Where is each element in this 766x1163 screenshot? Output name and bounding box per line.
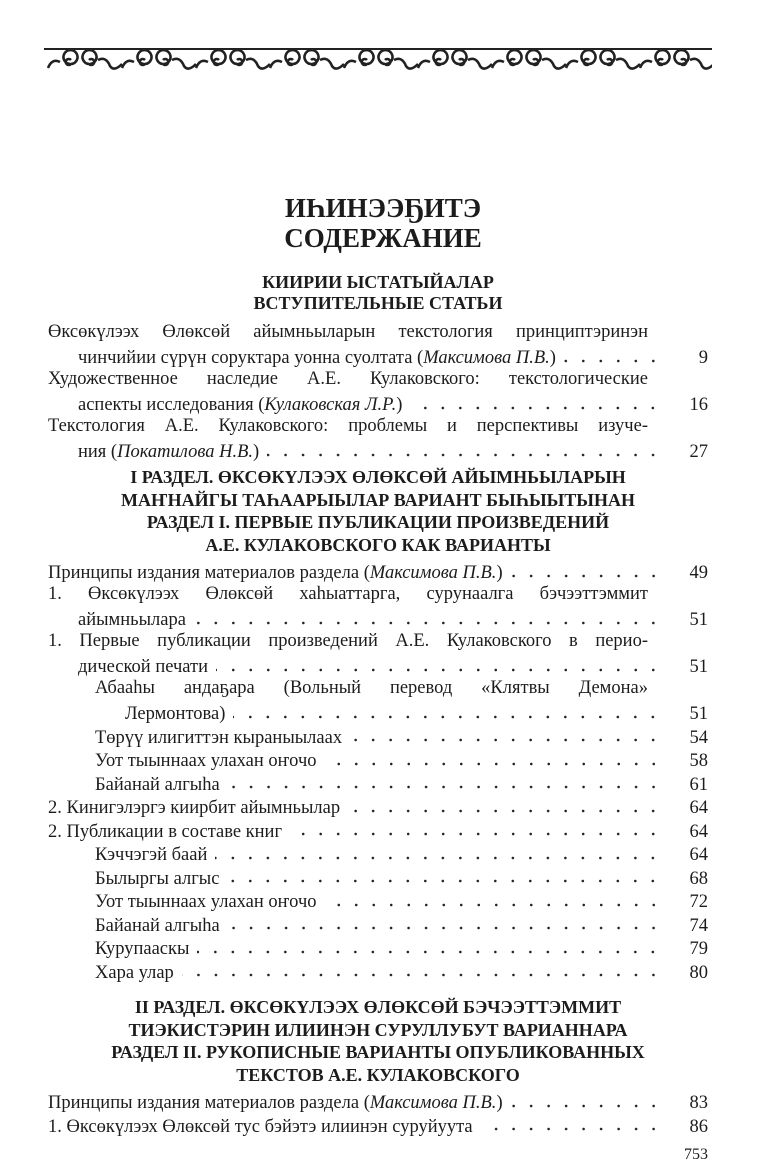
toc-entry[interactable] [48, 321, 708, 368]
section-heading-line: А.Е. КУЛАКОВСКОГО КАК ВАРИАНТЫ [205, 535, 551, 556]
toc-entry-author: Максимова П.В. [369, 563, 497, 584]
toc-entry-text [78, 441, 259, 465]
section-heading [48, 466, 708, 557]
dot-leader [481, 1113, 662, 1132]
toc-entry-title: Лермонтова) [125, 704, 226, 725]
toc-entry-last-line [48, 818, 708, 842]
toc-entry-text: 1. Өксөкүлээх Өлөксөй хаһыаттарга, сурунаалга бэчээттэммит [48, 584, 648, 605]
toc-entry-title: айымньылара [78, 610, 186, 631]
toc-entry-last-line [48, 392, 708, 416]
toc-page-number: 74 [689, 915, 708, 936]
toc-entry[interactable] [48, 415, 708, 462]
ornament-scroll [344, 50, 418, 69]
toc-entry-text [95, 868, 219, 892]
toc-entry[interactable] [48, 865, 708, 889]
toc-page-number: 9 [698, 348, 708, 368]
toc-entry-title: Курупааскы [95, 939, 190, 960]
toc-entry-last-line [48, 1113, 708, 1137]
toc-entry-last-line [48, 865, 708, 889]
toc-entry[interactable] [48, 795, 708, 819]
toc-page-number: 54 [689, 727, 708, 748]
dot-leader [290, 818, 662, 837]
toc-entry-title: Былыргы алгыс [95, 868, 220, 889]
toc-entry-text [95, 915, 220, 939]
toc-entry-text [95, 938, 189, 962]
dot-leader [228, 912, 662, 931]
toc-entry[interactable] [48, 912, 708, 936]
toc-entry-text [125, 703, 225, 727]
toc-entry-text [48, 1116, 473, 1140]
toc-entry-last-line [48, 912, 708, 936]
section-part-1 [48, 466, 708, 983]
section-heading [48, 272, 708, 314]
section-heading-line: МАҤНАЙГЫ ТАҺААРЫЫЛАР ВАРИАНТ БЫҺЫЫТЫНАН [121, 489, 635, 510]
toc-page-number: 27 [689, 442, 708, 462]
section-heading-line: ТЕКСТОВ А.Е. КУЛАКОВСКОГО [236, 1065, 520, 1086]
toc-page-number: 86 [689, 1116, 708, 1137]
ornament-scroll [640, 50, 712, 69]
toc-entry[interactable] [48, 368, 708, 415]
toc-entry-last-line [48, 724, 708, 748]
toc-entry-title: Уот тыыннаах улахан оҥочо [95, 751, 317, 772]
toc-page-number: 68 [689, 868, 708, 889]
dot-leader [197, 936, 662, 955]
toc-entry-last-line [48, 748, 708, 772]
toc-entry-text: Абааһы андаҕара (Вольный перевод «Клятвы Демона» [95, 678, 648, 699]
dot-leader [228, 771, 662, 790]
toc-entry-text [78, 609, 186, 633]
toc-page-number: 51 [689, 610, 708, 631]
toc-entry-last-line [48, 1090, 708, 1114]
ornament-scroll [418, 50, 492, 69]
toc-entry-last-line [48, 607, 708, 631]
dot-leader [227, 865, 662, 884]
dot-leader [564, 345, 662, 364]
toc-page-number: 51 [689, 704, 708, 725]
toc-entry-last-line [48, 345, 708, 369]
toc-entry[interactable] [48, 677, 708, 724]
toc-page-number: 72 [689, 892, 708, 913]
dot-leader [194, 607, 662, 626]
toc-page-number: 58 [689, 751, 708, 772]
page-title-yakut: ИҺИНЭЭҔИТЭ [284, 193, 482, 223]
toc-entry-line [48, 583, 648, 607]
ornament-scroll [48, 50, 122, 69]
toc-entry-text [95, 750, 317, 774]
toc-entry-text: Өксөкүлээх Өлөксөй айымньыларын текстология принциптэринэн [48, 322, 648, 342]
toc-entry-text: Художественное наследие А.Е. Кулаковского: текстологические [48, 369, 648, 389]
toc-entry[interactable] [48, 1113, 708, 1137]
toc-entry-author: Максимова П.В. [423, 348, 550, 368]
toc-page-number: 51 [689, 657, 708, 678]
toc-entry-title: Кэччэгэй баай [95, 845, 208, 866]
toc-entry-title: Байанай алгыһа [95, 915, 220, 936]
toc-entry-text [78, 656, 208, 680]
toc-entry[interactable] [48, 889, 708, 913]
section-heading-line: ТИЭКИСТЭРИН ИЛИИНЭН СУРУЛЛУБУТ ВАРИАННАРА [128, 1019, 628, 1040]
toc-entry[interactable] [48, 583, 708, 630]
toc-entry-title: Принципы издания материалов раздела ( [48, 1093, 370, 1114]
section-heading [48, 996, 708, 1087]
section-heading-line: II РАЗДЕЛ. ӨКСӨКҮЛЭЭХ ӨЛӨКСӨЙ БЭЧЭЭТТЭММИТ [134, 997, 622, 1017]
toc-entry-text [48, 797, 340, 821]
toc-entry-text [48, 821, 282, 845]
section-introductory-articles [48, 272, 708, 462]
ornament-scroll [492, 50, 566, 69]
toc-entry-close: ) [549, 348, 556, 368]
toc-entry-text [78, 394, 402, 418]
toc-entry-close: ) [396, 395, 403, 415]
page-number: 753 [684, 1146, 708, 1163]
section-heading-line: ВСТУПИТЕЛЬНЫЕ СТАТЬИ [253, 293, 503, 313]
toc-page-number: 79 [689, 939, 708, 960]
toc-entry-title: 1. Өксөкүлээх Өлөксөй тус бэйэтэ илиинэн суруйуута [48, 1116, 473, 1137]
toc-entry[interactable] [48, 560, 708, 584]
toc-entry-last-line [48, 439, 708, 463]
section-heading-line: КИИРИИ ЫСТАТЫЙАЛАР [262, 272, 494, 292]
toc-page-number: 64 [689, 845, 708, 866]
toc-entry-text [95, 891, 317, 915]
toc-entry-title: Төрүү илигиттэн кыраныылаах [95, 727, 343, 748]
dot-leader [233, 701, 662, 720]
page-title-russian: СОДЕРЖАНИЕ [284, 223, 482, 253]
toc-entry-title: чинчийии сүрүн соруктара уонна суолтата ( [78, 348, 424, 368]
toc-page-number: 80 [689, 962, 708, 983]
dot-leader [215, 842, 662, 861]
toc-page-number: 83 [689, 1093, 708, 1114]
toc-entry[interactable] [48, 630, 708, 677]
toc-page-number: 64 [689, 821, 708, 842]
toc-entry-line [48, 321, 648, 345]
toc-entry-text: 1. Первые публикации произведений А.Е. Кулаковского в перио- [48, 631, 648, 652]
ornament-border [44, 40, 712, 80]
toc-entry[interactable] [48, 842, 708, 866]
toc-entry[interactable] [48, 771, 708, 795]
dot-leader [267, 439, 662, 458]
toc-entry-last-line [48, 842, 708, 866]
toc-entry-line [48, 630, 648, 654]
dot-leader [350, 724, 662, 743]
ornament-scroll [566, 50, 640, 69]
toc-entry-text: Текстология А.Е. Кулаковского: проблемы и перспективы изуче- [48, 416, 648, 436]
toc-entry-title: ния ( [78, 442, 118, 462]
toc-entry-last-line [48, 654, 708, 678]
dot-leader [182, 959, 662, 978]
dot-leader [216, 654, 662, 673]
section-heading-line: РАЗДЕЛ II. РУКОПИСНЫЕ ВАРИАНТЫ ОПУБЛИКОВАННЫХ [111, 1042, 645, 1063]
toc-entry-line [48, 368, 648, 392]
toc-entry-close: ) [496, 1093, 503, 1114]
toc-entry-title: аспекты исследования ( [78, 395, 265, 415]
toc-entry-last-line [48, 701, 708, 725]
toc-entry-last-line [48, 771, 708, 795]
toc-entry-title: 2. Публикации в составе книг [48, 821, 283, 842]
toc-entry-title: 2. Кинигэлэргэ киирбит айымньылар [48, 798, 341, 819]
toc-entry-author: Покатилова Н.В. [117, 442, 254, 462]
toc-entry-line [48, 677, 648, 701]
dot-leader [348, 795, 662, 814]
dot-leader [325, 889, 663, 908]
toc-entry[interactable] [48, 818, 708, 842]
toc-entry-text [48, 562, 503, 586]
section-heading-line: I РАЗДЕЛ. ӨКСӨКҮЛЭЭХ ӨЛӨКСӨЙ АЙЫМНЬЫЛАРЫН [130, 467, 626, 487]
dot-leader [511, 1090, 662, 1109]
toc-entry[interactable] [48, 959, 708, 983]
dot-leader [325, 748, 663, 767]
ornament-scroll [196, 50, 270, 69]
toc-entry-title: Байанай алгыһа [95, 774, 220, 795]
toc-entry-title: Хара улар [95, 962, 174, 983]
toc-entry-title: дической печати [78, 657, 208, 678]
toc-entry-close: ) [253, 442, 260, 462]
toc-entry[interactable] [48, 1090, 708, 1114]
toc-entry-last-line [48, 889, 708, 913]
ornament-scroll [122, 50, 196, 69]
toc-page-number: 16 [689, 395, 708, 415]
toc-entry[interactable] [48, 936, 708, 960]
toc-page-number: 49 [689, 563, 708, 584]
toc-entry-text [48, 1092, 503, 1116]
dot-leader [410, 392, 662, 411]
toc-entry-close: ) [496, 563, 503, 584]
toc-entry-last-line [48, 959, 708, 983]
toc-entry-last-line [48, 795, 708, 819]
section-heading-line: РАЗДЕЛ I. ПЕРВЫЕ ПУБЛИКАЦИИ ПРОИЗВЕДЕНИЙ [146, 512, 610, 533]
toc-entry[interactable] [48, 724, 708, 748]
toc-entry-text [95, 962, 174, 986]
toc-entry-text [95, 844, 207, 868]
toc-entry-line [48, 415, 648, 439]
toc-entry-last-line [48, 936, 708, 960]
toc-entry-text [95, 727, 342, 751]
toc-page-number: 61 [689, 774, 708, 795]
toc-entry-text [95, 774, 220, 798]
toc-page-number: 64 [689, 798, 708, 819]
toc-entry-title: Принципы издания материалов раздела ( [48, 563, 370, 584]
toc-entry-text [78, 347, 556, 371]
section-part-2 [48, 996, 708, 1137]
toc-entry-author: Кулаковская Л.Р. [264, 395, 397, 415]
toc-entry-last-line [48, 560, 708, 584]
dot-leader [511, 560, 662, 579]
toc-entry-title: Уот тыыннаах улахан оҥочо [95, 892, 317, 913]
ornament-scroll [270, 50, 344, 69]
toc-entry[interactable] [48, 748, 708, 772]
toc-entry-author: Максимова П.В. [369, 1093, 497, 1114]
